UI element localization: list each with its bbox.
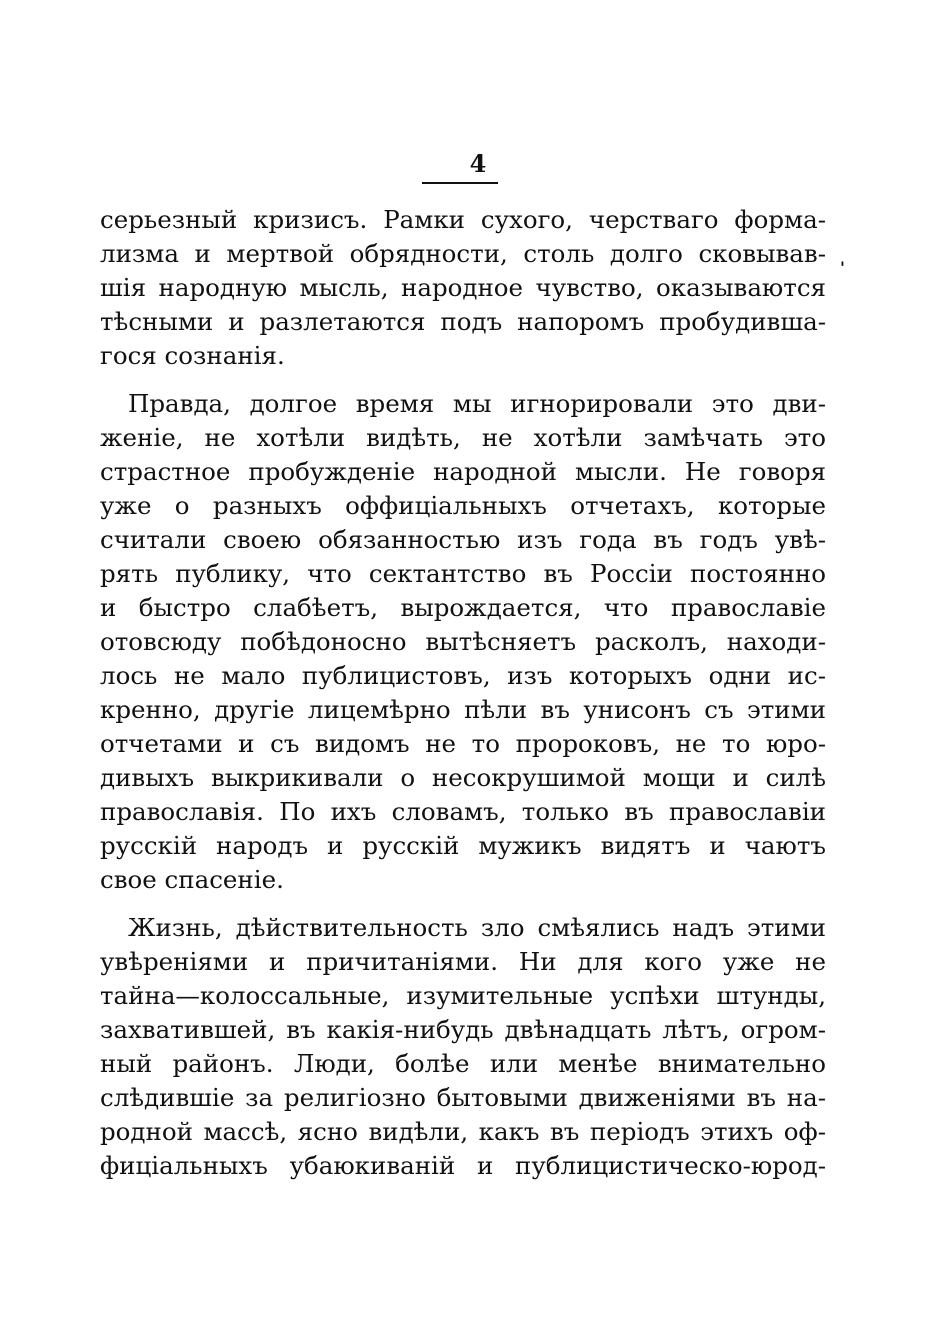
text-line: рять публику, что сектантство въ Россіи постоянно [100, 559, 826, 588]
text-line: отовсюду побѣдоносно вытѣсняетъ расколъ, находи- [100, 627, 826, 656]
paragraph [100, 911, 826, 1183]
margin-mark: ' [840, 258, 845, 277]
text-line: страстное пробужденіе народной мысли. Не говоря [100, 457, 826, 486]
text-line: дивыхъ выкрикивали о несокрушимой мощи и силѣ [100, 763, 826, 792]
body-text [100, 203, 826, 1183]
paragraph-gap [100, 373, 826, 387]
text-line: и быстро слабѣетъ, вырождается, что православіе [100, 593, 826, 622]
text-line: русскій народъ и русскій мужикъ видятъ и чаютъ [100, 831, 826, 860]
text-line: свое спасеніе. [100, 865, 284, 894]
text-line: лось не мало публицистовъ, изъ которыхъ одни ис- [100, 661, 826, 690]
text-line: шія народную мысль, народное чувство, оказываются [100, 273, 826, 302]
paragraph [100, 203, 826, 373]
text-line: считали своею обязанностью изъ года въ годъ увѣ- [100, 525, 826, 554]
text-line: фиціальныхъ убаюкиваній и публицистическо-юрод- [100, 1151, 826, 1180]
text-line: кренно, другіе лицемѣрно пѣли въ унисонъ съ этими [100, 695, 826, 724]
text-line: лизма и мертвой обрядности, столь долго сковывав- [100, 239, 826, 268]
text-line: Правда, долгое время мы игнорировали это дви- [128, 389, 826, 418]
text-line: родной массѣ, ясно видѣли, какъ въ періодъ этихъ оф- [100, 1117, 826, 1146]
page-number: 4 [469, 149, 487, 178]
text-line: ный районъ. Люди, болѣе или менѣе внимательно [100, 1049, 826, 1078]
text-line: слѣдившіе за религіозно бытовыми движеніями въ на- [100, 1083, 826, 1112]
text-line: серьезный кризисъ. Рамки сухого, черстваго форма- [100, 205, 826, 234]
paragraph-gap [100, 897, 826, 911]
text-line: тѣсными и разлетаются подъ напоромъ пробудившa- [100, 307, 826, 336]
text-line: увѣреніями и причитаніями. Ни для кого уже не [100, 947, 826, 976]
text-line: тайна—колоссальные, изумительные успѣхи штунды, [100, 981, 826, 1010]
text-line: отчетами и съ видомъ не то пророковъ, не то юро- [100, 729, 826, 758]
text-line: православія. По ихъ словамъ, только въ православіи [100, 797, 826, 826]
text-line: захватившей, въ какія-нибудь двѣнадцать лѣтъ, огром- [100, 1015, 826, 1044]
paragraph [100, 387, 826, 897]
text-line: гося сознанія. [100, 341, 285, 370]
text-line: уже о разныхъ оффиціальныхъ отчетахъ, которые [100, 491, 826, 520]
text-line: Жизнь, дѣйствительность зло смѣялись надъ этими [128, 913, 826, 942]
text-line: женіе, не хотѣли видѣть, не хотѣли замѣчать это [100, 423, 826, 452]
page-number-rule [422, 182, 498, 184]
